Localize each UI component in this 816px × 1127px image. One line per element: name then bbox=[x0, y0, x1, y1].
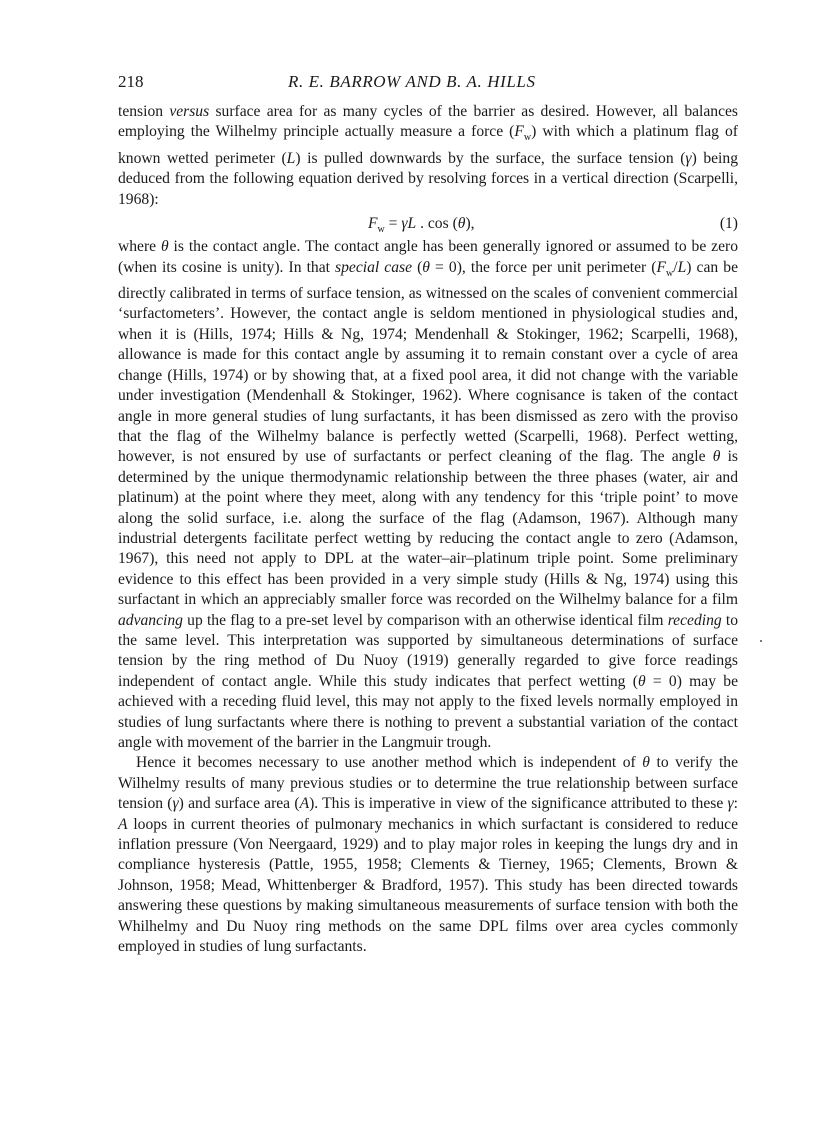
text-segment: w bbox=[666, 267, 674, 279]
text-segment: ) can be directly calibrated in terms of surface tension, as witnessed on the scales of convenient commercial ‘surfactometers’. However, the contact angle is seldom mentioned in physiological studies and, when it is (Hills, 1974; Hills & Ng, 1974; Mendenhall & Stokinger, 1962; Scarpelli, 1968), allowance is made for this contact angle by assuming it to remain constant over a cycle of area change (Hills, 1974) or by showing that, at a fixed pool area, it did not change with the variable under investigation (Mendenhall & Stokinger, 1962). Where cognisance is taken of the contact angle in more general studies of lung surfactants, it has been dismissed as zero with the proviso that the flag of the Wilhelmy balance is perfectly wetted (Scarpelli, 1968). Perfect wetting, however, is not ensured by use of surfactants or perfect cleaning of the flag. The angle bbox=[118, 258, 738, 466]
text-segment: . cos ( bbox=[416, 215, 458, 233]
body-paragraph-3 bbox=[118, 753, 738, 957]
italic-text-segment: F bbox=[368, 215, 378, 233]
italic-text-segment: versus bbox=[169, 103, 210, 120]
text-segment: is determined by the unique thermodynamic relationship between the three phases (water, air and platinum) at the point where they meet, along with any tendency for this ‘triple point’ to move along the solid surface, i.e. along the surface of the flag (Adamson, 1967). Although many industrial detergents facilitate perfect wetting by reducing the contact angle to zero (Adamson, 1967), this need not apply to DPL at the water–air–platinum triple point. Some preliminary evidence to this effect has been provided in a very simple study (Hills & Ng, 1974) using this surfactant in which an appreciably smaller force was recorded on the Wilhelmy balance for a film bbox=[118, 448, 738, 609]
text-segment: up the flag to a pre-set level by comparison with an otherwise identical film bbox=[182, 611, 668, 629]
text-segment: is the contact angle. The contact angle has been generally ignored or assumed to be zero (when its cosine is unity). In that bbox=[118, 238, 738, 276]
equation-body bbox=[368, 210, 475, 243]
running-head bbox=[118, 72, 738, 96]
text-segment: w bbox=[377, 224, 385, 236]
text-segment: Hence it becomes necessary to use another method which is independent of bbox=[136, 754, 643, 772]
italic-text-segment: γ bbox=[172, 795, 179, 813]
text-segment: surface area for as many cycles of the barrier as desired. However, all balances employing the Wilhelmy principle actually measure a force ( bbox=[118, 103, 738, 141]
italic-text-segment: A bbox=[118, 815, 128, 833]
text-segment: = 0) may be achieved with a receding fluid level, this may not apply to the fixed levels normally employed in studies of lung surfactants where there is nothing to prevent a substantial variation of the contact angle with movement of the barrier in the Langmuir trough. bbox=[118, 672, 738, 751]
italic-text-segment: θ bbox=[642, 754, 650, 772]
text-segment: / bbox=[673, 258, 678, 276]
text-segment: ) is pulled downwards by the surface, the surface tension ( bbox=[295, 149, 686, 167]
text-segment: to the same level. This interpretation was supported by simultaneous determinations of surface tension by the ring method of Du Nuoy (1919) generally regarded to give force readings independent of contact angle. While this study indicates that perfect wetting ( bbox=[118, 611, 738, 690]
text-segment: w bbox=[523, 132, 532, 144]
italic-text-segment: θ bbox=[712, 448, 721, 466]
text-segment: : bbox=[733, 795, 739, 813]
body-paragraph-1 bbox=[118, 102, 738, 210]
italic-text-segment: A bbox=[299, 795, 310, 813]
body-paragraph-2 bbox=[118, 237, 738, 753]
article-page bbox=[118, 72, 738, 957]
equation-number: (1) bbox=[719, 215, 738, 233]
italic-text-segment: L bbox=[677, 258, 687, 276]
text-segment: ) and surface area ( bbox=[178, 795, 300, 813]
page-number: 218 bbox=[118, 72, 144, 91]
text-segment: ), bbox=[465, 215, 475, 233]
italic-text-segment: θ bbox=[457, 215, 466, 233]
italic-text-segment: advancing bbox=[118, 611, 183, 629]
italic-text-segment: γ bbox=[727, 795, 734, 813]
italic-text-segment: θ bbox=[422, 258, 430, 276]
text-segment: to verify the Wilhelmy results of many previous studies or to determine the true relationship between surface tension ( bbox=[118, 754, 739, 813]
italic-text-segment: γL bbox=[401, 215, 417, 233]
italic-text-segment: receding bbox=[667, 611, 722, 629]
text-segment: = 0), the force per unit perimeter ( bbox=[429, 258, 657, 276]
text-segment: ( bbox=[412, 258, 423, 276]
text-segment: loops in current theories of pulmonary mechanics in which surfactant is considered to reduce inflation pressure (Von Neergaard, 1929) and to play major roles in keeping the lungs dry and in compliance hysteresis (Pattle, 1955, 1958; Clements & Tierney, 1965; Clements, Brown & Johnson, 1958; Mead, Whittenberger & Bradford, 1957). This study has been directed towards answering these questions by making simultaneous measurements of surface tension with both the Whilhelmy and Du Nuoy ring methods on the same DPL films over area cycles commonly employed in studies of lung surfactants. bbox=[118, 815, 738, 956]
text-segment: where bbox=[118, 238, 161, 256]
margin-mark bbox=[760, 640, 762, 642]
text-segment: tension bbox=[118, 103, 170, 120]
text-segment: = bbox=[384, 215, 402, 233]
running-title: R. E. BARROW AND B. A. HILLS bbox=[288, 72, 536, 91]
italic-text-segment: F bbox=[656, 258, 667, 276]
text-segment: ) with which a platinum flag of known wetted perimeter ( bbox=[118, 123, 739, 167]
italic-text-segment: θ bbox=[160, 238, 169, 256]
italic-text-segment: F bbox=[514, 123, 524, 141]
italic-text-segment: L bbox=[286, 149, 296, 167]
italic-text-segment: γ bbox=[685, 149, 692, 167]
text-segment: ). This is imperative in view of the significance attributed to these bbox=[309, 795, 728, 813]
italic-text-segment: special case bbox=[335, 258, 413, 276]
italic-text-segment: θ bbox=[637, 672, 646, 690]
text-segment: ) being deduced from the following equation derived by resolving forces in a vertical direction (Scarpelli, 1968): bbox=[118, 149, 738, 208]
equation-1 bbox=[118, 210, 738, 237]
